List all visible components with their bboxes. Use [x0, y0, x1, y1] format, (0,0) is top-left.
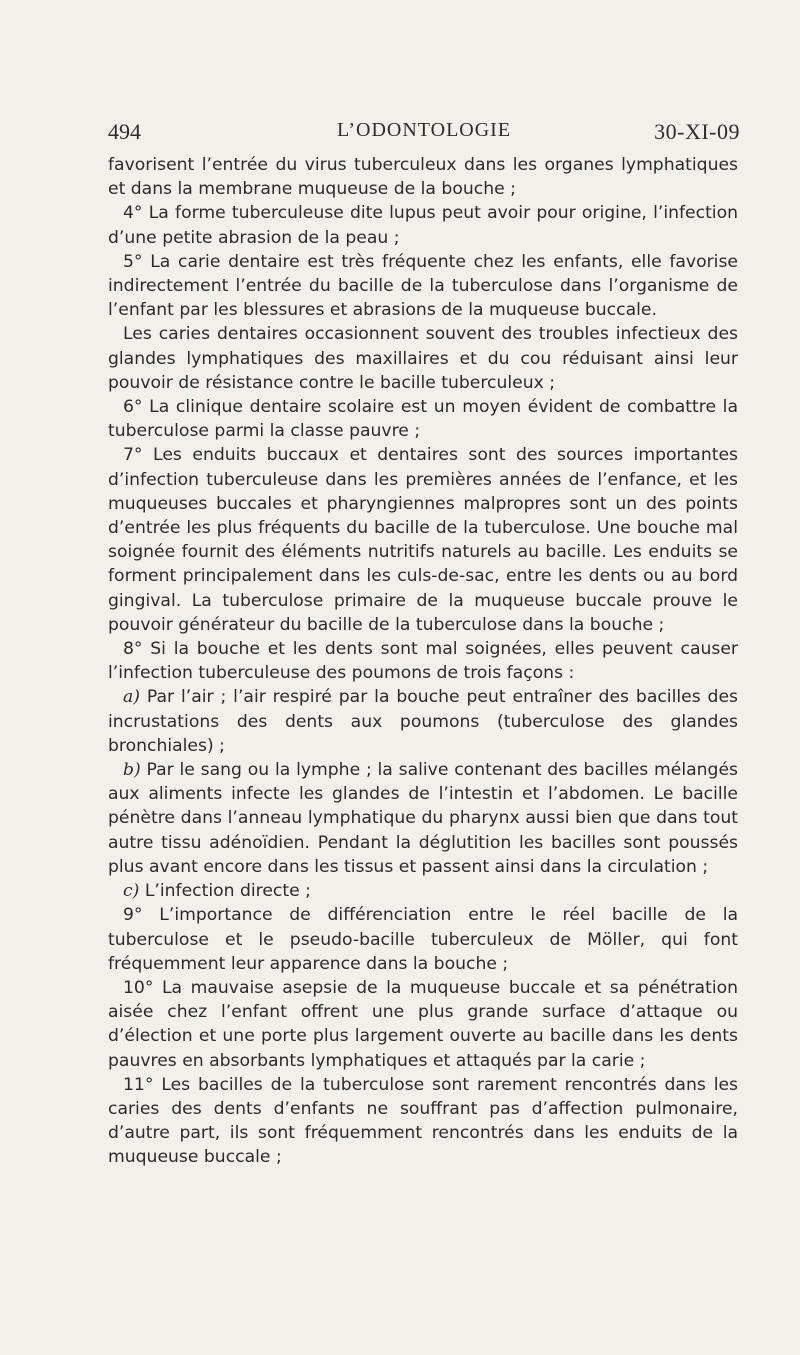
- list-marker: a): [123, 687, 140, 708]
- paragraph: 4° La forme tuberculeuse dite lupus peut avoir pour origine, l’infection d’une petite abrasion de la peau ;: [108, 203, 738, 248]
- list-item: [108, 758, 738, 879]
- list-item-text: L’infection directe ;: [144, 881, 311, 902]
- paragraph: 9° L’importance de différenciation entre le réel bacille de la tuberculose et le pseudo-bacille tuberculeux de Möller, qui font fréquemment leur apparence dans la bouche ;: [108, 905, 738, 974]
- article-body: [108, 153, 738, 1170]
- journal-title: L’ODONTOLOGIE: [336, 119, 512, 141]
- list-item: [108, 685, 738, 758]
- list-marker: b): [123, 760, 141, 781]
- list-marker: c): [123, 881, 140, 902]
- page-number: 494: [108, 119, 141, 144]
- paragraph: favorisent l’entrée du virus tuberculeux dans les organes lymphatiques et dans la membrane muqueuse de la bouche ;: [108, 155, 738, 200]
- issue-date: 30-XI-09: [654, 119, 740, 144]
- paragraph: 6° La clinique dentaire scolaire est un moyen évident de combattre la tuberculose parmi la classe pauvre ;: [108, 397, 738, 442]
- paragraph: 7° Les enduits buccaux et dentaires sont des sources importantes d’infection tuberculeuse dans les premières années de l’enfance, et les muqueuses buccales et pharyngiennes malpropres sont un des points d’entrée les plus fréquents du bacille de la tuberculose. Une bouche mal soignée fournit des éléments nutritifs naturels au bacille. Les enduits se forment principalement dans les culs-de-sac, entre les dents ou au bord gingival. La tuberculose primaire de la muqueuse buccale prouve le pouvoir générateur du bacille de la tuberculose dans la bouche ;: [108, 445, 738, 635]
- paragraph: 11° Les bacilles de la tuberculose sont rarement rencontrés dans les caries des dents d’enfants ne souffrant pas d’affection pulmonaire, d’autre part, ils sont fréquemment rencontrés dans les enduits de la muqueuse buccale ;: [108, 1074, 738, 1168]
- paragraph: 8° Si la bouche et les dents sont mal soignées, elles peuvent causer l’infection tuberculeuse des poumons de trois façons :: [108, 639, 738, 684]
- list-item: [108, 879, 738, 903]
- list-item-text: Par le sang ou la lymphe ; la salive contenant des bacilles mélangés aux aliments infecte les glandes de l’intestin et l’abdomen. Le bacille pénètre dans l’anneau lymphatique du pharynx aussi bien que dans tout autre tissu adénoïdien. Pendant la déglutition les bacilles sont poussés plus avant encore dans les tissus et passent ainsi dans la circulation ;: [108, 760, 738, 877]
- paragraph: 10° La mauvaise asepsie de la muqueuse buccale et sa pénétration aisée chez l’enfant offrent une plus grande surface d’attaque ou d’élection et une porte plus largement ouverte au bacille dans les dents pauvres en absorbants lymphatiques et attaqués par la carie ;: [108, 977, 738, 1071]
- paragraph: 5° La carie dentaire est très fréquente chez les enfants, elle favorise indirectement l’entrée du bacille de la tuberculose dans l’organisme de l’enfant par les blessures et abrasions de la muqueuse buccale.: [108, 251, 738, 321]
- paragraph: Les caries dentaires occasionnent souvent des troubles infectieux des glandes lymphatiques des maxillaires et du cou réduisant ainsi leur pouvoir de résistance contre le bacille tuberculeux ;: [108, 324, 738, 393]
- running-header: [108, 119, 740, 149]
- list-item-text: Par l’air ; l’air respiré par la bouche peut entraîner des bacilles des incrustations des dents aux poumons (tuberculose des glandes bronchiales) ;: [108, 687, 738, 756]
